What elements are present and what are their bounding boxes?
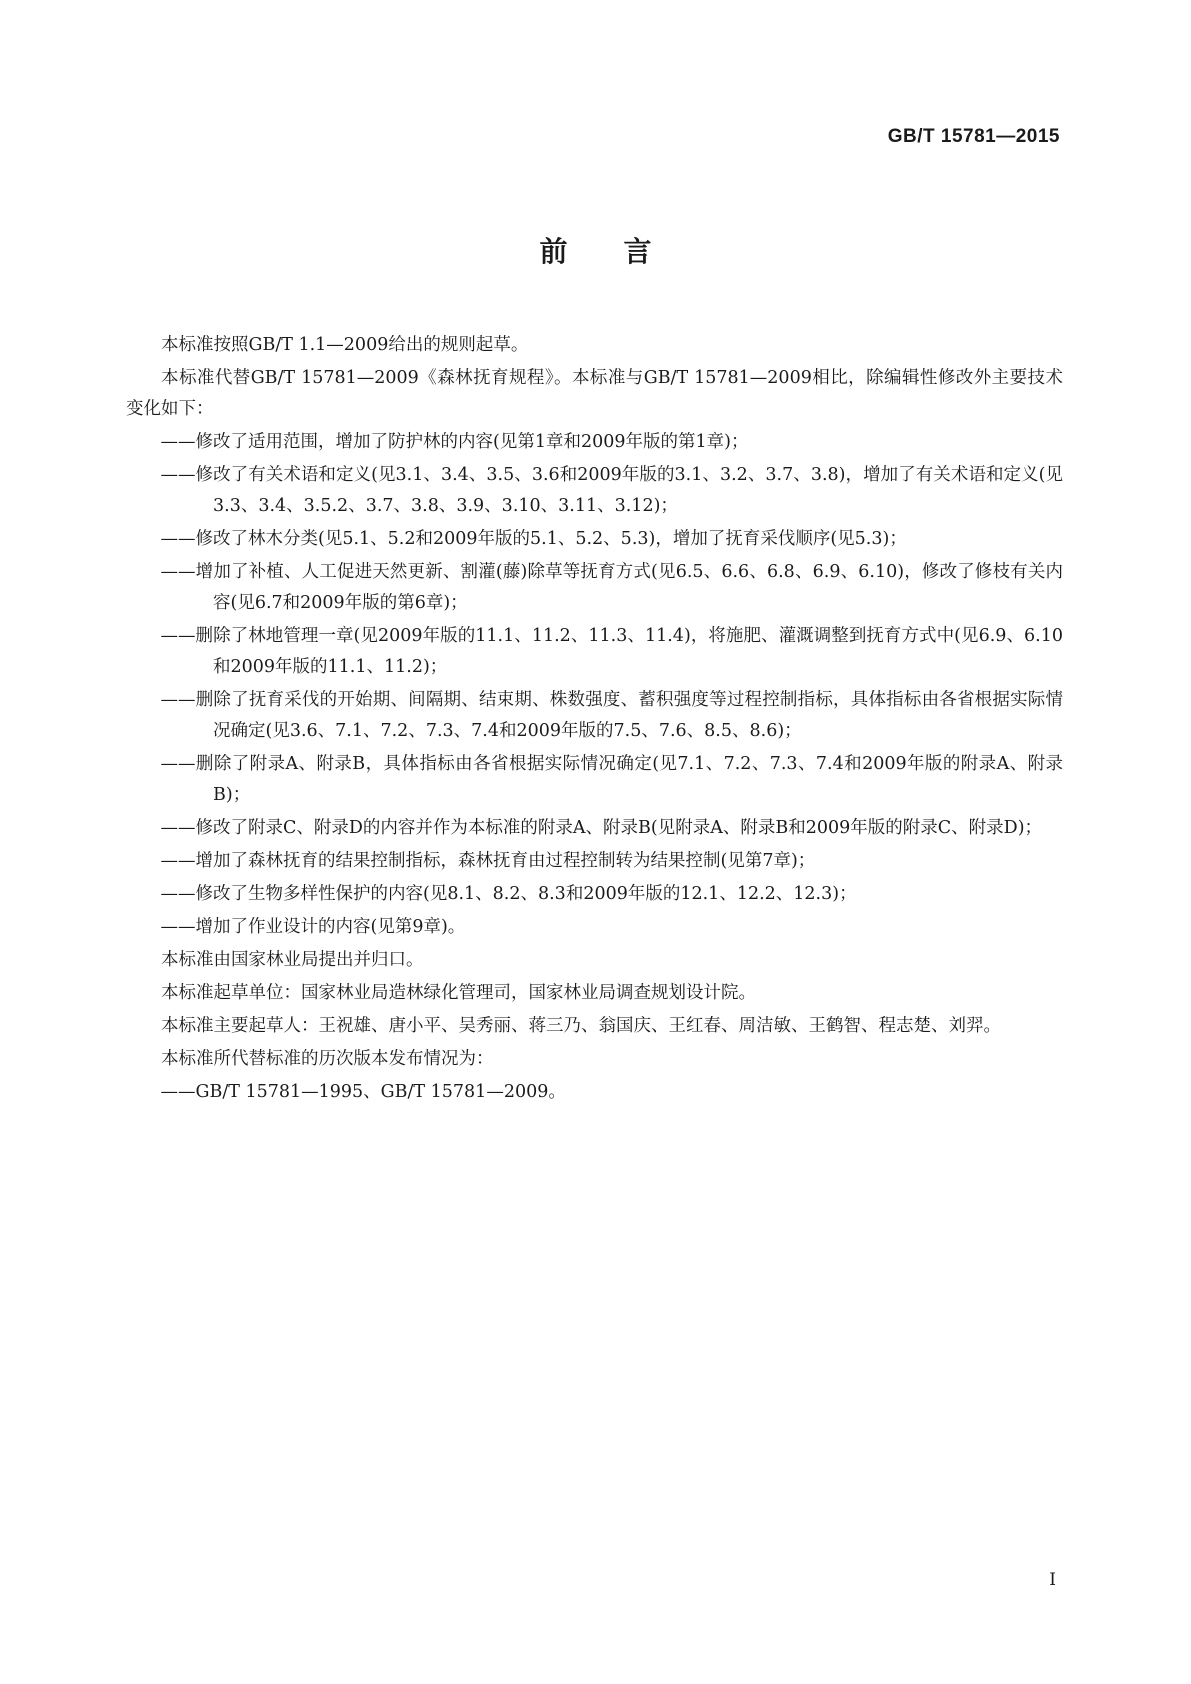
page-number: I [1049,1570,1056,1590]
change-item: ——增加了作业设计的内容(见第9章)。 [160,917,466,937]
change-item: ——增加了补植、人工促进天然更新、割灌(藤)除草等抚育方式(见6.5、6.6、6.8、6.9、6.10)，修改了修枝有关内容(见6.7和2009年版的第6章)； [160,562,1063,613]
change-item: ——删除了抚育采伐的开始期、间隔期、结束期、株数强度、蓄积强度等过程控制指标，具体指标由各省根据实际情况确定(见3.6、7.1、7.2、7.3、7.4和2009年版的7.5、7.6、8.5、8.6)； [160,690,1063,741]
page-title [0,230,1191,270]
change-item: ——修改了生物多样性保护的内容(见8.1、8.2、8.3和2009年版的12.1、12.2、12.3)； [160,884,857,904]
paragraph-drafters: 本标准主要起草人：王祝雄、唐小平、吴秀丽、蒋三乃、翁国庆、王红春、周洁敏、王鹤智、程志楚、刘羿。 [161,1016,1001,1036]
preface-body [126,330,1063,1110]
change-item: ——修改了林木分类(见5.1、5.2和2009年版的5.1、5.2、5.3)，增加了抚育采伐顺序(见5.3)； [160,529,907,549]
paragraph-drafting-units: 本标准起草单位：国家林业局造林绿化管理司，国家林业局调查规划设计院。 [161,983,756,1003]
history-item: ——GB/T 15781—1995、GB/T 15781—2009。 [160,1082,566,1102]
change-item: ——修改了有关术语和定义(见3.1、3.4、3.5、3.6和2009年版的3.1、3.2、3.7、3.8)，增加了有关术语和定义(见3.3、3.4、3.5.2、3.7、3.8、3.9、3.10、3.11、3.12)； [160,465,1063,516]
change-item: ——增加了森林抚育的结果控制指标，森林抚育由过程控制转为结果控制(见第7章)； [160,851,816,871]
change-item: ——删除了林地管理一章(见2009年版的11.1、11.2、11.3、11.4)，将施肥、灌溉调整到抚育方式中(见6.9、6.10和2009年版的11.1、11.2)； [160,626,1063,677]
paragraph-proposer: 本标准由国家林业局提出并归口。 [161,950,424,970]
change-item: ——修改了附录C、附录D的内容并作为本标准的附录A、附录B(见附录A、附录B和2009年版的附录C、附录D)； [160,818,1043,838]
paragraph-history-intro: 本标准所代替标准的历次版本发布情况为： [161,1049,494,1069]
paragraph-replacement: 本标准代替GB/T 15781—2009《森林抚育规程》。本标准与GB/T 15781—2009相比，除编辑性修改外主要技术变化如下： [126,368,1063,419]
change-item: ——修改了适用范围，增加了防护林的内容(见第1章和2009年版的第1章)； [160,432,749,452]
change-item: ——删除了附录A、附录B，具体指标由各省根据实际情况确定(见7.1、7.2、7.3、7.4和2009年版的附录A、附录B)； [160,754,1063,805]
title-char-1: 前 [539,235,568,268]
title-char-2: 言 [623,235,652,268]
paragraph-drafting-rules: 本标准按照GB/T 1.1—2009给出的规则起草。 [161,335,529,355]
standard-code: GB/T 15781—2015 [887,126,1060,147]
